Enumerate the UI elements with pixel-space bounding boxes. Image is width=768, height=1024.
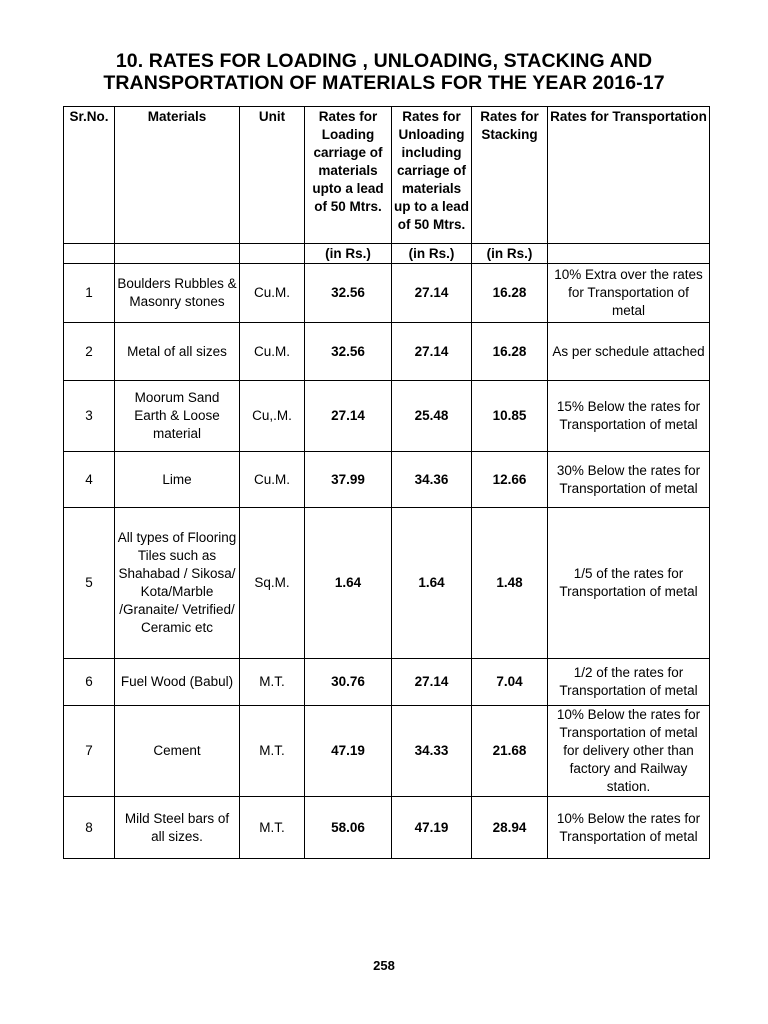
- cell-sr-no: 8: [64, 797, 115, 859]
- cell-transportation-rate: 1/5 of the rates for Transportation of metal: [548, 508, 710, 659]
- cell-stacking-rate: 7.04: [472, 659, 548, 706]
- table-row: [64, 797, 710, 859]
- cell-stacking-rate: 16.28: [472, 264, 548, 323]
- cell-material: Cement: [115, 706, 240, 797]
- header-materials: Materials: [115, 107, 240, 244]
- cell-transportation-rate: 10% Below the rates for Transportation of metal: [548, 797, 710, 859]
- table-row: [64, 264, 710, 323]
- cell-unloading-rate: 34.36: [392, 452, 472, 508]
- header-stacking-rate: Rates for Stacking: [472, 107, 548, 244]
- units-empty-cell: [115, 244, 240, 264]
- cell-unit: Cu.M.: [240, 452, 305, 508]
- units-unloading: (in Rs.): [392, 244, 472, 264]
- table-header-row: [64, 107, 710, 244]
- cell-transportation-rate: 10% Below the rates for Transportation of metal for delivery other than factory and Railway station.: [548, 706, 710, 797]
- cell-sr-no: 4: [64, 452, 115, 508]
- cell-unloading-rate: 1.64: [392, 508, 472, 659]
- cell-loading-rate: 1.64: [305, 508, 392, 659]
- table-row: [64, 323, 710, 381]
- cell-unloading-rate: 34.33: [392, 706, 472, 797]
- cell-unit: M.T.: [240, 706, 305, 797]
- table-body: [64, 264, 710, 859]
- header-loading-rate: Rates for Loading carriage of materials upto a lead of 50 Mtrs.: [305, 107, 392, 244]
- cell-unloading-rate: 25.48: [392, 381, 472, 452]
- units-loading: (in Rs.): [305, 244, 392, 264]
- cell-unit: Cu.M.: [240, 323, 305, 381]
- cell-loading-rate: 32.56: [305, 264, 392, 323]
- cell-transportation-rate: As per schedule attached: [548, 323, 710, 381]
- table-units-row: [64, 244, 710, 264]
- cell-stacking-rate: 21.68: [472, 706, 548, 797]
- cell-sr-no: 3: [64, 381, 115, 452]
- rates-table: [63, 106, 710, 859]
- header-unloading-rate: Rates for Unloading including carriage of materials up to a lead of 50 Mtrs.: [392, 107, 472, 244]
- cell-stacking-rate: 12.66: [472, 452, 548, 508]
- header-unit: Unit: [240, 107, 305, 244]
- cell-material: Mild Steel bars of all sizes.: [115, 797, 240, 859]
- cell-material: Lime: [115, 452, 240, 508]
- cell-transportation-rate: 30% Below the rates for Transportation of metal: [548, 452, 710, 508]
- cell-loading-rate: 47.19: [305, 706, 392, 797]
- table-row: [64, 508, 710, 659]
- units-empty-cell: [548, 244, 710, 264]
- cell-material: Boulders Rubbles & Masonry stones: [115, 264, 240, 323]
- table-row: [64, 452, 710, 508]
- units-empty-cell: [64, 244, 115, 264]
- cell-material: Moorum Sand Earth & Loose material: [115, 381, 240, 452]
- units-stacking: (in Rs.): [472, 244, 548, 264]
- cell-unit: Cu,.M.: [240, 381, 305, 452]
- cell-loading-rate: 37.99: [305, 452, 392, 508]
- cell-stacking-rate: 28.94: [472, 797, 548, 859]
- cell-loading-rate: 32.56: [305, 323, 392, 381]
- cell-unloading-rate: 47.19: [392, 797, 472, 859]
- cell-stacking-rate: 16.28: [472, 323, 548, 381]
- units-empty-cell: [240, 244, 305, 264]
- cell-sr-no: 5: [64, 508, 115, 659]
- header-sr-no: Sr.No.: [64, 107, 115, 244]
- header-transportation-rate: Rates for Transportation: [548, 107, 710, 244]
- cell-material: Fuel Wood (Babul): [115, 659, 240, 706]
- cell-stacking-rate: 10.85: [472, 381, 548, 452]
- cell-unloading-rate: 27.14: [392, 659, 472, 706]
- cell-transportation-rate: 1/2 of the rates for Transportation of metal: [548, 659, 710, 706]
- cell-unloading-rate: 27.14: [392, 323, 472, 381]
- cell-unit: M.T.: [240, 659, 305, 706]
- cell-unloading-rate: 27.14: [392, 264, 472, 323]
- table-row: [64, 659, 710, 706]
- cell-sr-no: 1: [64, 264, 115, 323]
- cell-loading-rate: 30.76: [305, 659, 392, 706]
- cell-loading-rate: 27.14: [305, 381, 392, 452]
- page-number: 258: [373, 958, 395, 973]
- cell-transportation-rate: 10% Extra over the rates for Transportation of metal: [548, 264, 710, 323]
- cell-transportation-rate: 15% Below the rates for Transportation of metal: [548, 381, 710, 452]
- cell-material: All types of Flooring Tiles such as Shahabad / Sikosa/ Kota/Marble /Granaite/ Vetrified/ Ceramic etc: [115, 508, 240, 659]
- cell-unit: Sq.M.: [240, 508, 305, 659]
- cell-loading-rate: 58.06: [305, 797, 392, 859]
- cell-unit: M.T.: [240, 797, 305, 859]
- document-title-line-2: TRANSPORTATION OF MATERIALS FOR THE YEAR 2016-17: [103, 72, 665, 94]
- table-row: [64, 706, 710, 797]
- document-title-line-1: 10. RATES FOR LOADING , UNLOADING, STACKING AND: [115, 50, 653, 72]
- table-row: [64, 381, 710, 452]
- cell-unit: Cu.M.: [240, 264, 305, 323]
- cell-sr-no: 6: [64, 659, 115, 706]
- cell-material: Metal of all sizes: [115, 323, 240, 381]
- cell-sr-no: 7: [64, 706, 115, 797]
- cell-stacking-rate: 1.48: [472, 508, 548, 659]
- cell-sr-no: 2: [64, 323, 115, 381]
